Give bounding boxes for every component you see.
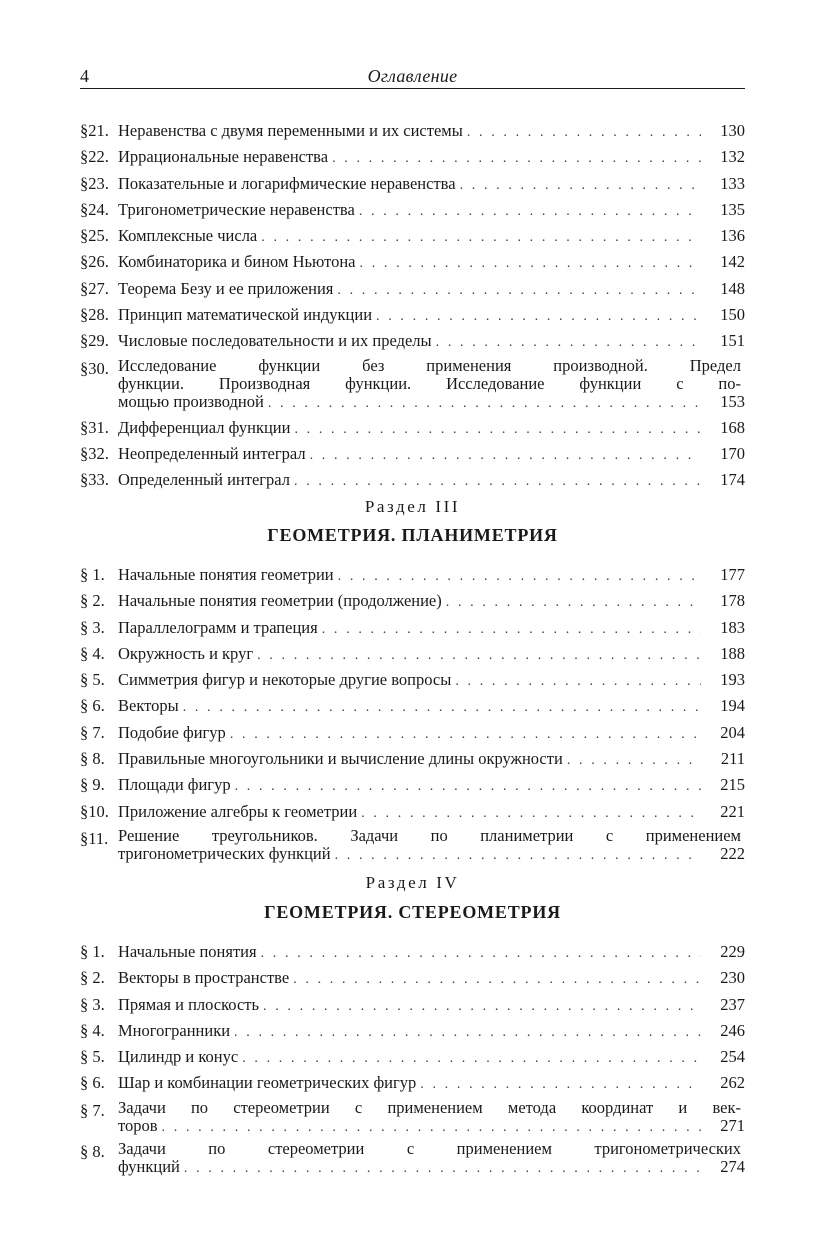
dot-leader — [263, 995, 701, 1019]
toc-entry-number: §29. — [80, 331, 109, 351]
toc-entry-page: 229 — [720, 942, 745, 961]
dot-leader — [467, 121, 701, 145]
toc-entry-title: Цилиндр и конус — [118, 1047, 239, 1067]
toc-entry-page: 237 — [720, 994, 745, 1014]
toc-entry — [80, 416, 745, 442]
dot-leader — [268, 395, 701, 413]
toc-entry-page: 230 — [720, 968, 745, 988]
toc-entry-title: функции. Производная функции. Исследование функции с по- — [118, 374, 741, 394]
dot-leader — [460, 174, 701, 198]
toc-entry-page: 246 — [720, 1020, 745, 1040]
toc-entry — [80, 172, 745, 198]
toc-entry-title: Параллелограмм и трапеция — [118, 617, 318, 637]
dot-leader — [230, 723, 701, 747]
toc-entry-title: Неопределенный интеграл — [118, 444, 306, 464]
dot-leader — [360, 252, 701, 276]
toc-entry-number: § 3. — [80, 994, 105, 1014]
toc-entry-title: Принцип математической индукции — [118, 305, 373, 325]
toc-entry-title: Комплексные числа — [118, 226, 258, 246]
toc-entry-page: 194 — [720, 696, 745, 716]
toc-entry-title: Тригонометрические неравенства — [118, 199, 355, 219]
toc-entry-page: 271 — [720, 1116, 745, 1136]
toc-entry — [80, 442, 745, 468]
toc-entry — [80, 198, 745, 224]
toc-list-algebra — [80, 119, 745, 495]
toc-entry — [80, 303, 745, 329]
toc-entry — [80, 773, 745, 799]
running-title: Оглавление — [367, 66, 458, 86]
toc-entry-title: Начальные понятия — [118, 942, 257, 961]
toc-entry-page: 183 — [720, 617, 745, 637]
toc-entry-page: 174 — [720, 470, 745, 490]
toc-entry-number: § 7. — [80, 722, 105, 742]
toc-entry-number: §30. — [80, 358, 109, 378]
dot-leader — [294, 470, 701, 494]
toc-entry-title: Исследование функции без применения производной. Предел — [118, 355, 741, 375]
toc-entry-title: Неравенства с двумя переменными и их системы — [118, 121, 463, 140]
toc-entry-page: 193 — [720, 670, 745, 690]
toc-entry-title: Начальные понятия геометрии — [118, 565, 334, 584]
toc-entry-number: §32. — [80, 444, 109, 464]
dot-leader — [359, 200, 701, 224]
toc-entry-page: 204 — [720, 722, 745, 742]
toc-entry — [80, 119, 745, 145]
page-number: 4 — [80, 66, 89, 86]
toc-entry-page: 254 — [720, 1047, 745, 1067]
toc-entry-number: § 8. — [80, 1141, 105, 1161]
toc-entry-number: §26. — [80, 252, 109, 272]
toc-entry-title: Векторы в пространстве — [118, 968, 290, 988]
toc-entry-page: 215 — [720, 775, 745, 795]
toc-entry — [80, 277, 745, 303]
toc-entry-number: §10. — [80, 801, 109, 821]
dot-leader — [261, 226, 701, 250]
toc-entry-page: 132 — [720, 147, 745, 167]
toc-entry-title: Иррациональные неравенства — [118, 147, 329, 167]
toc-entry — [80, 668, 745, 694]
toc-entry-title: Показательные и логарифмические неравенства — [118, 173, 456, 193]
dot-leader — [261, 942, 701, 966]
toc-entry-number: §25. — [80, 226, 109, 246]
section-title: ГЕОМЕТРИЯ. СТЕРЕОМЕТРИЯ — [264, 902, 561, 922]
toc-entry-title: торов — [118, 1116, 158, 1136]
toc-entry — [80, 940, 745, 966]
toc-entry — [80, 966, 745, 992]
toc-entry-number: § 6. — [80, 696, 105, 716]
toc-entry-number: § 8. — [80, 749, 105, 769]
toc-entry-page: 130 — [720, 121, 745, 140]
toc-entry — [80, 468, 745, 494]
toc-entry-title: Подобие фигур — [118, 722, 226, 742]
dot-leader — [234, 1021, 701, 1045]
toc-entry — [80, 616, 745, 642]
toc-entry-title: Начальные понятия геометрии (продолжение) — [118, 591, 442, 611]
toc-entry — [80, 589, 745, 615]
toc-entry-number: § 3. — [80, 617, 105, 637]
toc-entry-number: §27. — [80, 278, 109, 298]
dot-leader — [162, 1119, 701, 1137]
toc-entry-page: 177 — [720, 565, 745, 584]
dot-leader — [335, 847, 701, 865]
dot-leader — [322, 618, 701, 642]
header-rule — [80, 88, 745, 89]
toc-entry — [80, 1099, 745, 1138]
toc-entry — [80, 250, 745, 276]
toc-entry-number: §33. — [80, 470, 109, 490]
dot-leader — [446, 591, 701, 615]
toc-entry-number: §21. — [80, 121, 109, 140]
toc-entry — [80, 721, 745, 747]
dot-leader — [361, 802, 701, 826]
toc-list-stereometry — [80, 940, 745, 1180]
toc-entry-title: Задачи по стереометрии с применением тригонометрических — [118, 1138, 741, 1158]
dot-leader — [235, 775, 701, 799]
section-label: Раздел III — [364, 497, 461, 516]
toc-entry-number: § 9. — [80, 775, 105, 795]
dot-leader — [332, 147, 701, 171]
toc-entry-number: § 1. — [80, 942, 105, 961]
toc-entry-title: Правильные многоугольники и вычисление длины окружности — [118, 749, 563, 769]
toc-entry — [80, 827, 745, 866]
toc-entry — [80, 993, 745, 1019]
toc-entry-page: 142 — [720, 252, 745, 272]
toc-entry-title: мощью производной — [118, 392, 264, 412]
dot-leader — [242, 1047, 701, 1071]
toc-entry-page: 133 — [720, 173, 745, 193]
toc-entry-page: 178 — [720, 591, 745, 611]
toc-entry — [80, 800, 745, 826]
toc-entry-page: 262 — [720, 1073, 745, 1093]
toc-entry-page: 222 — [720, 844, 745, 864]
toc-entry-number: § 5. — [80, 1047, 105, 1067]
toc-entry-page: 151 — [720, 331, 745, 351]
dot-leader — [455, 670, 701, 694]
toc-entry-number: § 2. — [80, 591, 105, 611]
toc-entry-page: 221 — [720, 801, 745, 821]
dot-leader — [257, 644, 701, 668]
toc-entry-title: функций — [118, 1157, 180, 1176]
toc-entry-number: § 7. — [80, 1100, 105, 1120]
toc-entry — [80, 1140, 745, 1179]
toc-entry-title: Векторы — [118, 696, 179, 716]
toc-entry-page: 168 — [720, 417, 745, 437]
toc-entry-number: §11. — [80, 828, 109, 848]
toc-entry — [80, 1071, 745, 1097]
section-title: ГЕОМЕТРИЯ. ПЛАНИМЕТРИЯ — [267, 525, 558, 545]
toc-entry — [80, 224, 745, 250]
toc-entry — [80, 694, 745, 720]
dot-leader — [436, 331, 701, 355]
toc-entry-page: 211 — [720, 749, 745, 769]
toc-entry-title: Комбинаторика и бином Ньютона — [118, 252, 356, 272]
toc-entry-number: § 4. — [80, 643, 105, 663]
toc-entry-title: Дифференциал функции — [118, 417, 291, 437]
toc-entry-page: 274 — [720, 1157, 745, 1176]
toc-entry-number: § 1. — [80, 565, 105, 584]
toc-entry-title: Задачи по стереометрии с применением метода координат и век- — [118, 1097, 741, 1117]
toc-entry-title: тригонометрических функций — [118, 844, 331, 864]
toc-entry — [80, 1019, 745, 1045]
toc-entry-page: 153 — [720, 392, 745, 412]
toc-entry-title: Прямая и плоскость — [118, 994, 260, 1014]
toc-entry — [80, 563, 745, 589]
dot-leader — [183, 696, 701, 720]
toc-entry-title: Многогранники — [118, 1020, 231, 1040]
dot-leader — [338, 565, 701, 589]
toc-entry-number: § 2. — [80, 968, 105, 988]
dot-leader — [294, 418, 701, 442]
section-label: Раздел IV — [365, 873, 460, 892]
dot-leader — [184, 1160, 701, 1178]
toc-entry-number: §23. — [80, 173, 109, 193]
toc-entry-number: §24. — [80, 199, 109, 219]
toc-entry-number: §28. — [80, 305, 109, 325]
dot-leader — [337, 279, 701, 303]
toc-entry-page: 135 — [720, 199, 745, 219]
dot-leader — [293, 968, 701, 992]
toc-entry-page: 148 — [720, 278, 745, 298]
toc-entry-number: §22. — [80, 147, 109, 167]
running-header — [80, 62, 745, 88]
toc-entry-title: Теорема Безу и ее приложения — [118, 278, 334, 298]
toc-entry — [80, 1045, 745, 1071]
toc-entry-number: §31. — [80, 417, 109, 437]
toc-entry — [80, 747, 745, 773]
toc-entry-title: Окружность и круг — [118, 643, 254, 663]
toc-entry-title: Площади фигур — [118, 775, 231, 795]
toc-entry-title: Определенный интеграл — [118, 470, 290, 490]
toc-entry-number: § 4. — [80, 1020, 105, 1040]
toc-entry-title: Шар и комбинации геометрических фигур — [118, 1073, 417, 1093]
toc-entry-title: Симметрия фигур и некоторые другие вопросы — [118, 670, 452, 690]
toc-entry — [80, 642, 745, 668]
toc-entry-number: § 6. — [80, 1073, 105, 1093]
toc-entry-page: 150 — [720, 305, 745, 325]
toc-entry-number: § 5. — [80, 670, 105, 690]
toc-entry — [80, 329, 745, 355]
toc-entry — [80, 145, 745, 171]
toc-entry-page: 170 — [720, 444, 745, 464]
toc-entry — [80, 357, 745, 414]
dot-leader — [420, 1073, 701, 1097]
toc-entry-page: 188 — [720, 643, 745, 663]
toc-entry-title: Числовые последовательности и их пределы — [118, 331, 432, 351]
toc-entry-page: 136 — [720, 226, 745, 246]
dot-leader — [567, 749, 701, 773]
dot-leader — [310, 444, 701, 468]
toc-list-planimetry — [80, 563, 745, 868]
dot-leader — [376, 305, 701, 329]
toc-entry-title: Решение треугольников. Задачи по планиметрии с применением — [118, 825, 741, 845]
toc-entry-title: Приложение алгебры к геометрии — [118, 801, 358, 821]
